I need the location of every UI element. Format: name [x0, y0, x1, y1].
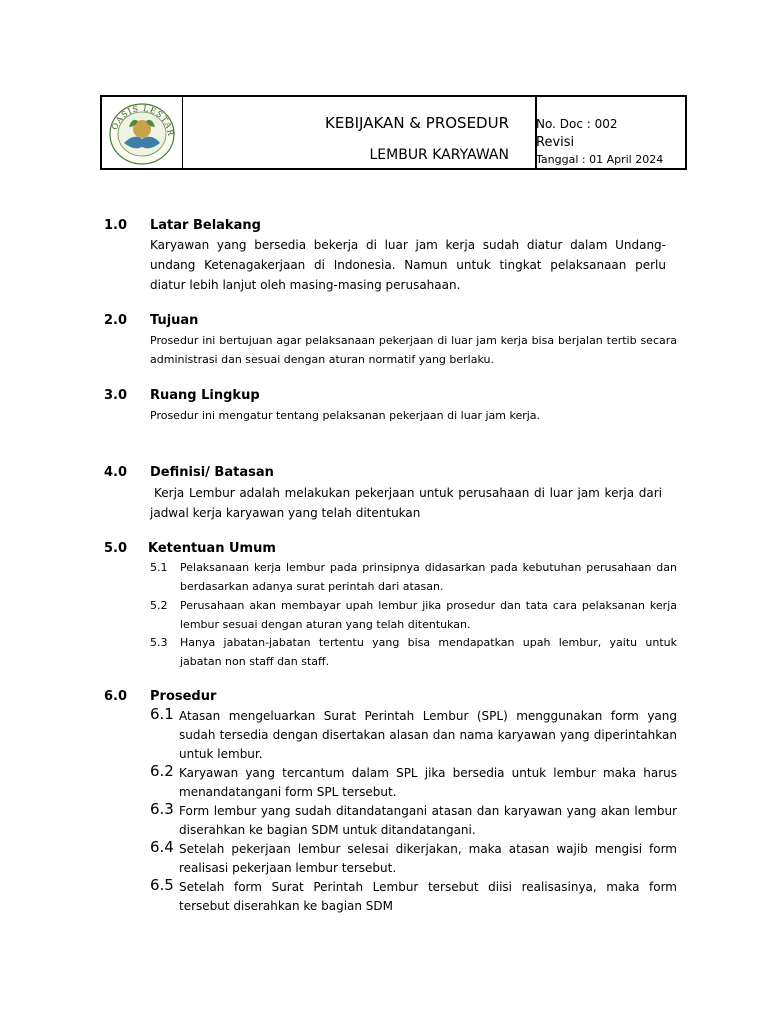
list-item	[150, 596, 677, 634]
section-title: Tujuan	[150, 313, 199, 328]
section-text: Kerja Lembur adalah melakukan pekerjaan untuk perusahaan di luar jam kerja dari jadwal kerja karyawan yang telah ditentukan	[150, 486, 662, 520]
item-number: 5.2	[150, 599, 168, 612]
header-title-cell	[182, 97, 537, 170]
section-title: Definisi/ Batasan	[150, 465, 274, 480]
section-title: Latar Belakang	[150, 218, 261, 233]
item-number: 6.2	[150, 762, 174, 780]
section-number: 1.0	[104, 218, 128, 233]
date: Tanggal : 01 April 2024	[536, 153, 664, 166]
section-number: 2.0	[104, 313, 128, 328]
item-text: Karyawan yang tercantum dalam SPL jika bersedia untuk lembur maka harus menandatangani form SPL tersebut.	[179, 766, 677, 799]
section-text: Karyawan yang bersedia bekerja di luar jam kerja sudah diatur dalam Undang-undang Ketenagakerjaan di Indonesia. Namun untuk tingkat pelaksanaan perlu diatur lebih lanjut oleh masing-masing perusahaan.	[150, 238, 666, 292]
list-item	[150, 633, 677, 671]
section-number: 5.0	[104, 541, 128, 556]
revision: Revisi	[536, 135, 575, 150]
item-text: Form lembur yang sudah ditandatangani atasan dan karyawan yang akan lembur diserahkan ke bagian SDM untuk ditandatangani.	[179, 804, 677, 837]
section-title: Ruang Lingkup	[150, 388, 260, 403]
list-item	[150, 802, 677, 840]
section-number: 6.0	[104, 689, 128, 704]
item-text: Setelah form Surat Perintah Lembur tersebut diisi realisasinya, maka form tersebut diserahkan ke bagian SDM	[179, 880, 677, 913]
list-item	[150, 764, 677, 802]
section-text: Prosedur ini bertujuan agar pelaksanaan pekerjaan di luar jam kerja bisa berjalan tertib secara administrasi dan sesuai dengan aturan normatif yang berlaku.	[150, 334, 677, 366]
section-title: Ketentuan Umum	[148, 541, 276, 556]
header-meta-cell	[536, 97, 686, 170]
section-title: Prosedur	[150, 689, 217, 704]
list-item	[150, 840, 677, 878]
list-item	[150, 707, 677, 764]
item-number: 5.3	[150, 636, 168, 649]
item-text: Atasan mengeluarkan Surat Perintah Lembur (SPL) menggunakan form yang sudah tersedia dengan disertakan alasan dan nama karyawan yang diperintahkan untuk lembur.	[179, 709, 677, 761]
document-subtitle: LEMBUR KARYAWAN	[369, 147, 509, 163]
document-title: KEBIJAKAN & PROSEDUR	[325, 114, 509, 132]
item-number: 6.3	[150, 800, 174, 818]
svg-text:OASIS LESTARI: OASIS LESTAR	[110, 103, 176, 138]
section-number: 3.0	[104, 388, 128, 403]
doc-number: No. Doc : 002	[536, 117, 618, 131]
item-text: Perusahaan akan membayar upah lembur jika prosedur dan tata cara pelaksanan kerja lembur sesuai dengan aturan yang telah ditentukan.	[180, 599, 677, 631]
company-logo	[102, 97, 183, 170]
item-text: Pelaksanaan kerja lembur pada prinsipnya didasarkan pada kebutuhan perusahaan dan berdasarkan adanya surat perintah dari atasan.	[180, 561, 677, 593]
item-text: Hanya jabatan-jabatan tertentu yang bisa mendapatkan upah lembur, yaitu untuk jabatan non staff dan staff.	[180, 636, 677, 668]
item-number: 5.1	[150, 561, 168, 574]
document-header	[100, 95, 687, 170]
item-number: 6.4	[150, 838, 174, 856]
section-text: Prosedur ini mengatur tentang pelaksanan pekerjaan di luar jam kerja.	[150, 409, 541, 422]
logo-emblem-icon	[102, 97, 182, 170]
list-item	[150, 558, 677, 596]
item-number: 6.5	[150, 876, 174, 894]
item-number: 6.1	[150, 705, 174, 723]
section-number: 4.0	[104, 465, 128, 480]
item-text: Setelah pekerjaan lembur selesai dikerjakan, maka atasan wajib mengisi form realisasi pekerjaan lembur tersebut.	[179, 842, 677, 875]
list-item	[150, 878, 677, 916]
